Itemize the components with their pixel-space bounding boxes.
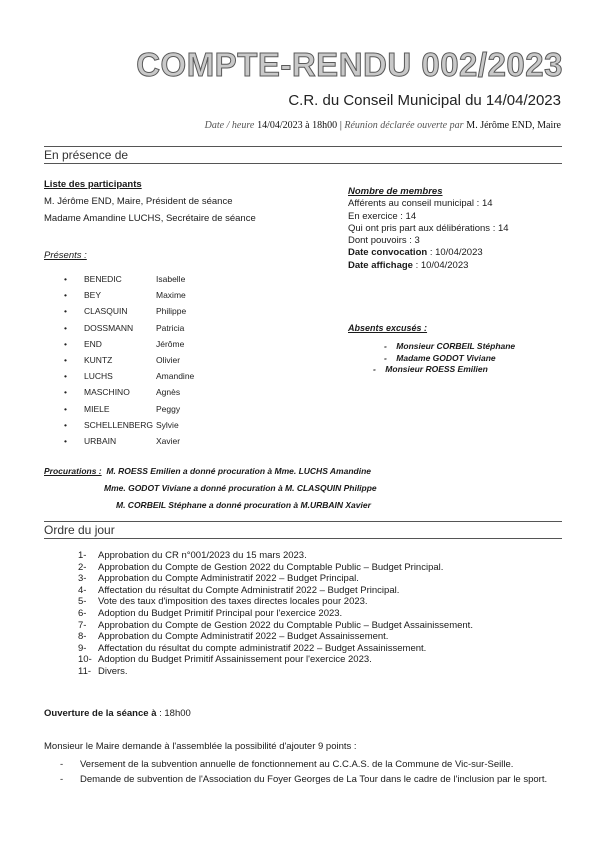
bullet-icon: • (64, 371, 67, 382)
list-item (384, 341, 515, 353)
members-block (348, 186, 509, 272)
agenda-list (78, 550, 473, 678)
absent-name: Madame GODOT Viviane (396, 352, 496, 363)
dash-icon: - (384, 341, 387, 351)
present-firstname: Patricia (156, 322, 185, 333)
dash-icon: - (373, 364, 376, 374)
present-lastname: END (84, 338, 102, 349)
agenda-text: Approbation du Compte Administratif 2022 – Budget Assainissement. (98, 631, 389, 643)
list-item (78, 573, 473, 585)
present-lastname: CLASQUIN (84, 306, 128, 317)
session-label: Réunion déclarée ouverte par (344, 120, 464, 131)
procurations-label: Procurations : (44, 466, 102, 476)
list-item (78, 596, 473, 608)
present-firstname: Philippe (156, 306, 187, 317)
affichage-label: Date affichage (348, 259, 413, 271)
agenda-number: 8- (78, 631, 87, 643)
list-item (64, 384, 194, 400)
list-item (78, 631, 473, 643)
present-lastname: SCHELLENBERG (84, 419, 153, 430)
participants-list-title: Liste des participants (44, 179, 142, 190)
points-list (60, 759, 565, 788)
presents-list (64, 271, 194, 449)
bullet-icon: • (64, 419, 67, 430)
present-lastname: LUCHS (84, 371, 113, 382)
absent-name: Monsieur ROESS Emilien (385, 364, 488, 374)
bullet-icon: • (64, 435, 67, 446)
agenda-text: Approbation du Compte de Gestion 2022 du Comptable Public – Budget Assainissement. (98, 619, 473, 631)
point-text: Demande de subvention de l'Association du Foyer Georges de La Tour dans le cadre de l'inclusion par le sport. (80, 773, 548, 785)
absents-title: Absents excusés : (348, 323, 428, 333)
list-item (64, 368, 194, 384)
document-subtitle: C.R. du Conseil Municipal du 14/04/2023 (288, 92, 561, 109)
procuration-line (44, 483, 377, 500)
agenda-text: Affectation du résultat du compte administratif 2022 – Budget Assainissement. (98, 642, 427, 654)
list-item (60, 759, 565, 771)
ouverture-line (44, 708, 191, 719)
dash-icon: - (384, 352, 387, 363)
list-item (78, 666, 473, 678)
present-firstname: Peggy (156, 403, 181, 414)
list-item (78, 654, 473, 666)
present-lastname: DOSSMANN (84, 322, 134, 333)
affichage-line (348, 260, 509, 272)
list-item (78, 620, 473, 632)
list-item (64, 401, 194, 417)
absent-name: Monsieur CORBEIL Stéphane (396, 341, 516, 351)
procuration-line (44, 500, 377, 517)
agenda-number: 11- (78, 665, 92, 677)
members-title: Nombre de membres (348, 186, 443, 197)
procurations-block (44, 466, 377, 517)
document-title: COMPTE-RENDU 002/2023 (136, 46, 563, 83)
agenda-number: 6- (78, 607, 87, 619)
members-line: Qui ont pris part aux délibérations : 14 (348, 222, 509, 234)
list-item (78, 608, 473, 620)
procuration-text: Mme. GODOT Viviane a donné procuration à M. CLASQUIN Philippe (104, 483, 377, 493)
bullet-icon: • (64, 306, 67, 317)
procuration-line (44, 466, 377, 483)
bullet-icon: • (64, 274, 67, 285)
present-lastname: BENEDIC (84, 274, 122, 285)
section-presence-heading: En présence de (44, 146, 562, 164)
members-line: Dont pouvoirs : 3 (348, 235, 420, 247)
absents-list (373, 341, 516, 376)
convocation-label: Date convocation (348, 247, 428, 259)
president-line: M. Jérôme END, Maire, Président de séance (44, 196, 233, 207)
agenda-text: Affectation du résultat du Compte Administratif 2022 – Budget Principal. (98, 584, 400, 596)
present-firstname: Isabelle (156, 274, 186, 285)
ouverture-value: : 18h00 (156, 708, 191, 719)
bullet-icon: • (64, 338, 67, 349)
agenda-number: 9- (78, 642, 87, 654)
agenda-number: 3- (78, 573, 87, 585)
bullet-icon: • (64, 290, 67, 301)
agenda-text: Divers. (98, 665, 128, 677)
agenda-text: Adoption du Budget Primitif Principal pour l'exercice 2023. (98, 607, 343, 619)
list-item (60, 774, 565, 786)
points-intro: Monsieur le Maire demande à l'assemblée la possibilité d'ajouter 9 points : (44, 741, 357, 752)
bullet-icon: • (64, 322, 67, 333)
agenda-number: 2- (78, 561, 87, 573)
bullet-icon: • (64, 403, 67, 414)
members-line: En exercice : 14 (348, 210, 417, 222)
present-firstname: Olivier (156, 355, 181, 366)
agenda-text: Approbation du Compte Administratif 2022 – Budget Principal. (98, 573, 359, 585)
agenda-text: Approbation du Compte de Gestion 2022 du Comptable Public – Budget Principal. (98, 561, 444, 573)
present-lastname: BEY (84, 290, 102, 301)
date-value: 14/04/2023 à 18h00 (257, 120, 338, 131)
agenda-number: 1- (78, 550, 87, 561)
agenda-number: 5- (78, 596, 87, 608)
agenda-number: 10- (78, 654, 92, 666)
list-item (64, 271, 194, 287)
present-lastname: URBAIN (84, 435, 117, 446)
list-item (64, 352, 194, 368)
affichage-value: : 10/04/2023 (412, 259, 469, 271)
session-value: M. Jérôme END, Maire (466, 120, 561, 131)
list-item (64, 303, 194, 319)
bullet-icon: • (64, 387, 67, 398)
list-item (78, 585, 473, 597)
dash-icon: - (60, 773, 64, 785)
convocation-line (348, 247, 509, 259)
present-lastname: KUNTZ (84, 355, 113, 366)
point-text: Versement de la subvention annuelle de fonctionnement au C.C.A.S. de la Commune de Vic-sur-Seille. (80, 759, 514, 770)
session-dateline (205, 120, 561, 131)
list-item (384, 353, 515, 365)
agenda-text: Vote des taux d'imposition des taxes directes locales pour 2023. (98, 596, 368, 608)
section-ordre-heading: Ordre du jour (44, 521, 562, 539)
present-firstname: Agnès (156, 387, 181, 398)
agenda-text: Approbation du CR n°001/2023 du 15 mars 2023. (98, 550, 307, 561)
members-line: Afférents au conseil municipal : 14 (348, 198, 493, 210)
agenda-number: 7- (78, 619, 87, 631)
list-item (78, 643, 473, 655)
present-firstname: Amandine (156, 371, 195, 382)
procuration-text: M. CORBEIL Stéphane a donné procuration à M.URBAIN Xavier (116, 500, 371, 510)
list-item (64, 336, 194, 352)
present-lastname: MIELE (84, 403, 110, 414)
list-item (78, 562, 473, 574)
list-item (64, 433, 194, 449)
present-firstname: Xavier (156, 435, 181, 446)
present-firstname: Maxime (156, 290, 186, 301)
secretary-line: Madame Amandine LUCHS, Secrétaire de séance (44, 213, 256, 224)
ouverture-label: Ouverture de la séance à (44, 708, 157, 719)
list-item (64, 320, 194, 336)
list-item (373, 364, 515, 376)
agenda-text: Adoption du Budget Primitif Assainissement pour l'exercice 2023. (98, 654, 372, 666)
dateline-separator: | (339, 120, 345, 131)
convocation-value: : 10/04/2023 (427, 247, 483, 259)
present-lastname: MASCHINO (84, 387, 130, 398)
bullet-icon: • (64, 355, 67, 366)
present-firstname: Sylvie (156, 419, 179, 430)
procuration-text: M. ROESS Emilien a donné procuration à Mme. LUCHS Amandine (106, 466, 371, 476)
date-label: Date / heure (204, 120, 255, 131)
list-item (64, 417, 194, 433)
agenda-number: 4- (78, 584, 87, 596)
dash-icon: - (60, 759, 64, 770)
presents-title: Présents : (44, 250, 87, 261)
present-firstname: Jérôme (156, 338, 185, 349)
list-item (78, 550, 473, 562)
list-item (64, 287, 194, 303)
